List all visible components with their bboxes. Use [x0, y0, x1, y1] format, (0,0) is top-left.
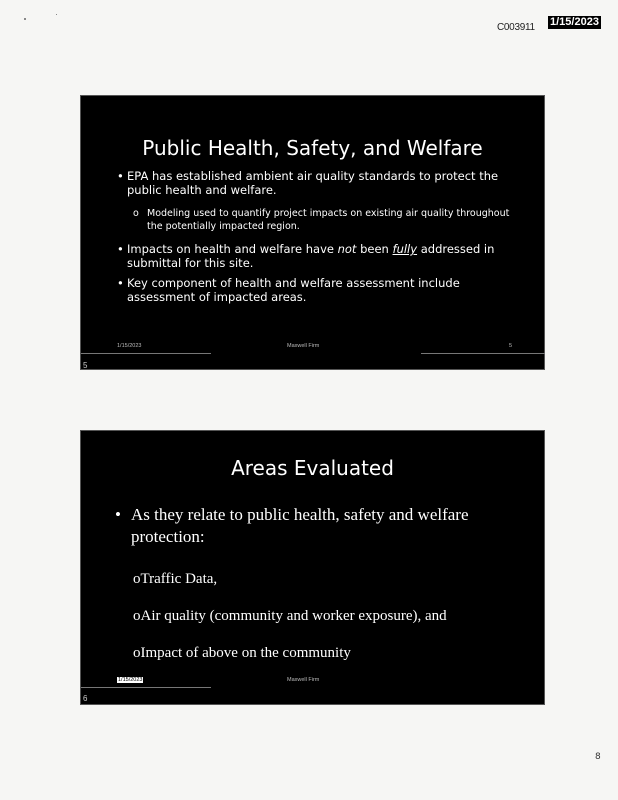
- sub-item-air-quality: [133, 607, 447, 625]
- sub-item-marker-icon: o: [133, 571, 141, 587]
- slide-bullet-list: [117, 169, 517, 304]
- sub-bullet-marker-icon: o: [133, 208, 139, 219]
- sub-item-text: Impact of above on the community: [140, 645, 351, 661]
- bullet-text-part: addressed in submittal for this site.: [127, 242, 495, 270]
- bullet-public-health: [115, 504, 511, 548]
- bullet-marker-icon: •: [115, 505, 121, 524]
- bullet-text: As they relate to public health, safety and welfare protection:: [131, 505, 469, 546]
- corner-mark: 8: [595, 752, 601, 762]
- document-id: C003911: [497, 22, 535, 33]
- footer-presenter: Maxwell Firm: [287, 677, 320, 683]
- bullet-epa-standards: [117, 169, 517, 197]
- sub-item-impact: [133, 644, 351, 662]
- footer-slide-number: 5: [509, 343, 513, 349]
- bullet-impacts: [117, 242, 517, 270]
- bullet-text: EPA has established ambient air quality standards to protect the public health and welfare.: [127, 169, 499, 197]
- page-number: 5: [83, 361, 88, 370]
- sub-bullet-text: Modeling used to quantify project impacts on existing air quality throughout the potentially impacted region.: [147, 208, 510, 232]
- divider: [81, 687, 211, 688]
- footer-date: 1/15/2023: [117, 343, 142, 349]
- slide-areas-evaluated: [80, 430, 545, 705]
- bullet-emphasis-fully: fully: [392, 242, 418, 256]
- sub-bullet-modeling: [123, 207, 517, 233]
- sub-item-traffic: [133, 570, 217, 588]
- slide-title: Public Health, Safety, and Welfare: [142, 136, 483, 160]
- scan-speck: [24, 18, 26, 20]
- bullet-text-part: Impacts on health and welfare have: [127, 242, 338, 256]
- bullet-emphasis-not: not: [337, 242, 357, 256]
- footer-date: 1/15/2023: [118, 677, 143, 683]
- sub-item-marker-icon: o: [133, 608, 141, 624]
- sub-item-marker-icon: o: [133, 645, 141, 661]
- slide-title: Areas Evaluated: [231, 456, 394, 480]
- divider: [421, 353, 545, 354]
- footer-presenter: Maxwell Firm: [287, 343, 320, 349]
- sub-item-text: Traffic Data,: [140, 571, 218, 587]
- date-stamp: 1/15/2023: [550, 16, 599, 28]
- slide-public-health: [80, 95, 545, 370]
- page-number: 6: [83, 694, 88, 703]
- scan-speck: [56, 14, 57, 15]
- sub-item-text: Air quality (community and worker exposure), and: [140, 608, 447, 624]
- bullet-text-part: been: [356, 242, 393, 256]
- divider: [81, 353, 211, 354]
- bullet-text: Key component of health and welfare assessment include assessment of impacted areas.: [127, 276, 460, 304]
- bullet-key-component: [117, 276, 517, 304]
